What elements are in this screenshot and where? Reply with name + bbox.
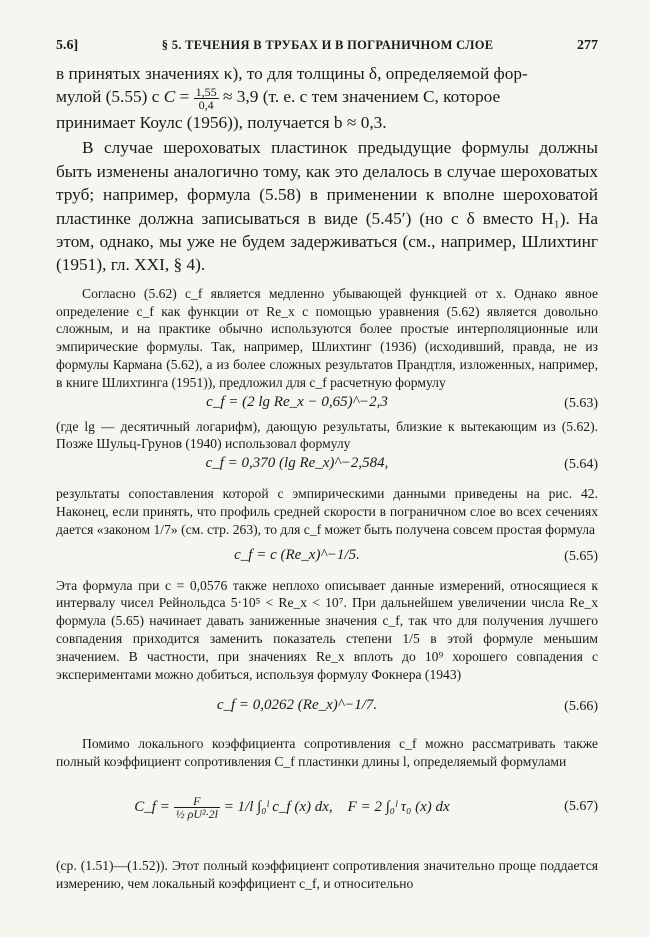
equation-number: (5.66) [564,699,598,715]
fraction-denominator: 0,4 [198,97,214,112]
page-number: 277 [576,38,598,53]
equation-5-66 [56,683,598,723]
equation-body: c_f = (2 lg Re_x − 0,65)^−2,3 [206,393,388,410]
fraction-numerator: 1,55 [195,84,217,99]
paragraph-7: Помимо локального коэффициента сопротивления c_f можно рассматривать также полный коэффициент сопротивления C_f пластинки длины l, определяемый формулами [56,736,598,770]
eq567-den: ½ ρU²·2l [175,806,218,821]
para1-line3: принимает Коулс (1956)), получается b ≈ 0,3. [56,112,387,132]
eq567-num: F [174,795,220,808]
eq567-lhs: C_f = [134,798,170,815]
equation-number: (5.64) [564,457,598,473]
paragraph-4: (где lg — десятичный логарифм), дающую результаты, близкие к вытекающим из (5.62). Позже Шульц-Грунов (1940) использовал формулу [56,418,598,452]
equation-5-63 [56,392,598,418]
equation-number: (5.65) [564,548,598,564]
fraction-c [194,86,219,111]
eq567-mid: = 1/l ∫₀ˡ c_f (x) dx, [223,798,333,815]
para1-line2b: ≈ 3,9 (т. е. с тем значением C, которое [222,87,501,107]
para1-line1: в принятых значениях κ), то для толщины δ, определяемой фор- [56,64,528,83]
equation-5-67 [56,777,598,841]
equation-body: c_f = c (Re_x)^−1/5. [234,546,360,563]
paragraph-2: В случае шероховатых пластинок предыдущие формулы должны быть изменены аналогично тому, как это делалось в случае шероховатых труб; например, формула (5.58) в применении к вполне шероховатой пластинке должна записываться в виде (5.45′) (но с δ вместо H₁). На этом, однако, мы уже не будем задерживаться (см., например, Шлихтинг (1951), гл. XXI, § 4). [56,138,598,275]
eq567-fraction [174,795,220,820]
equation-number: (5.67) [564,798,598,814]
running-header [56,38,598,54]
paragraph-1: в принятых значениях κ), то для толщины δ, определяемой фор- мулой (5.55) с C = $\frac{1,55}{0,4}$ ≈ 3,9 (т. е. с тем значением C, которое принимает Коулс (1956)), получается b ≈ 0,3. [56,64,528,132]
paragraph-8: (ср. (1.51)—(1.52)). Этот полный коэффициент сопротивления значительно проще поддается измерению, чем локальный коэффициент c_f, и относительно [56,857,598,891]
section-number: 5.6] [56,38,79,53]
equation-5-64 [56,453,598,479]
equation-body [56,795,528,820]
c-symbol: C [163,87,176,107]
equation-body: c_f = 0,370 (lg Re_x)^−2,584, [205,455,389,472]
paragraph-5: результаты сопоставления которой с эмпирическими данными приведены на рис. 42. Наконец, если принять, что профиль средней скорости в пограничном слое во всех сечениях дается «законом 1/7» (см. стр. 263), то для c_f может быть получена совсем простая формула [56,486,598,537]
equation-number: (5.63) [564,395,598,411]
page [56,38,598,893]
para1-line2a: мулой (5.55) с [56,87,160,107]
running-title: § 5. ТЕЧЕНИЯ В ТРУБАХ И В ПОГРАНИЧНОМ СЛОЕ [161,38,494,52]
equation-body: c_f = 0,0262 (Re_x)^−1/7. [216,697,378,714]
paragraph-3: Согласно (5.62) c_f является медленно убывающей функцией от x. Однако явное определение c_f как функции от Re_x с помощью уравнения (5.62) является довольно сложным, и на практике обычно используются более простые интерполяционные или эмпирические формулы. Так, например, Шлихтинг (1936) (исходивший, правда, не из формулы Кармана (5.62), а из более сложных результатов Прандтля, изложенных, например, в книге Шлихтинга (1951)), предложил для c_f расчетную формулу [56,285,598,390]
equation-5-65 [56,539,598,573]
eq567-rhs: F = 2 ∫₀ˡ τ₀ (x) dx [347,798,450,815]
paragraph-6: Эта формула при c = 0,0576 также неплохо описывает данные измерений, относящиеся к интервалу чисел Рейнольдса 5·10⁵ < Re_x < 10⁷. При дальнейшем увеличении числа Re_x формула (5.65) начинает давать заниженные значения c_f, так что для получения лучшего совпадения приходится заменить показатель степени 1/5 в этой формуле меньшим значением. В частности, при значениях Re_x вплоть до 10⁹ хорошего совпадения с экспериментами можно добиться, используя формулу Фокнера (1943) [56,577,598,682]
